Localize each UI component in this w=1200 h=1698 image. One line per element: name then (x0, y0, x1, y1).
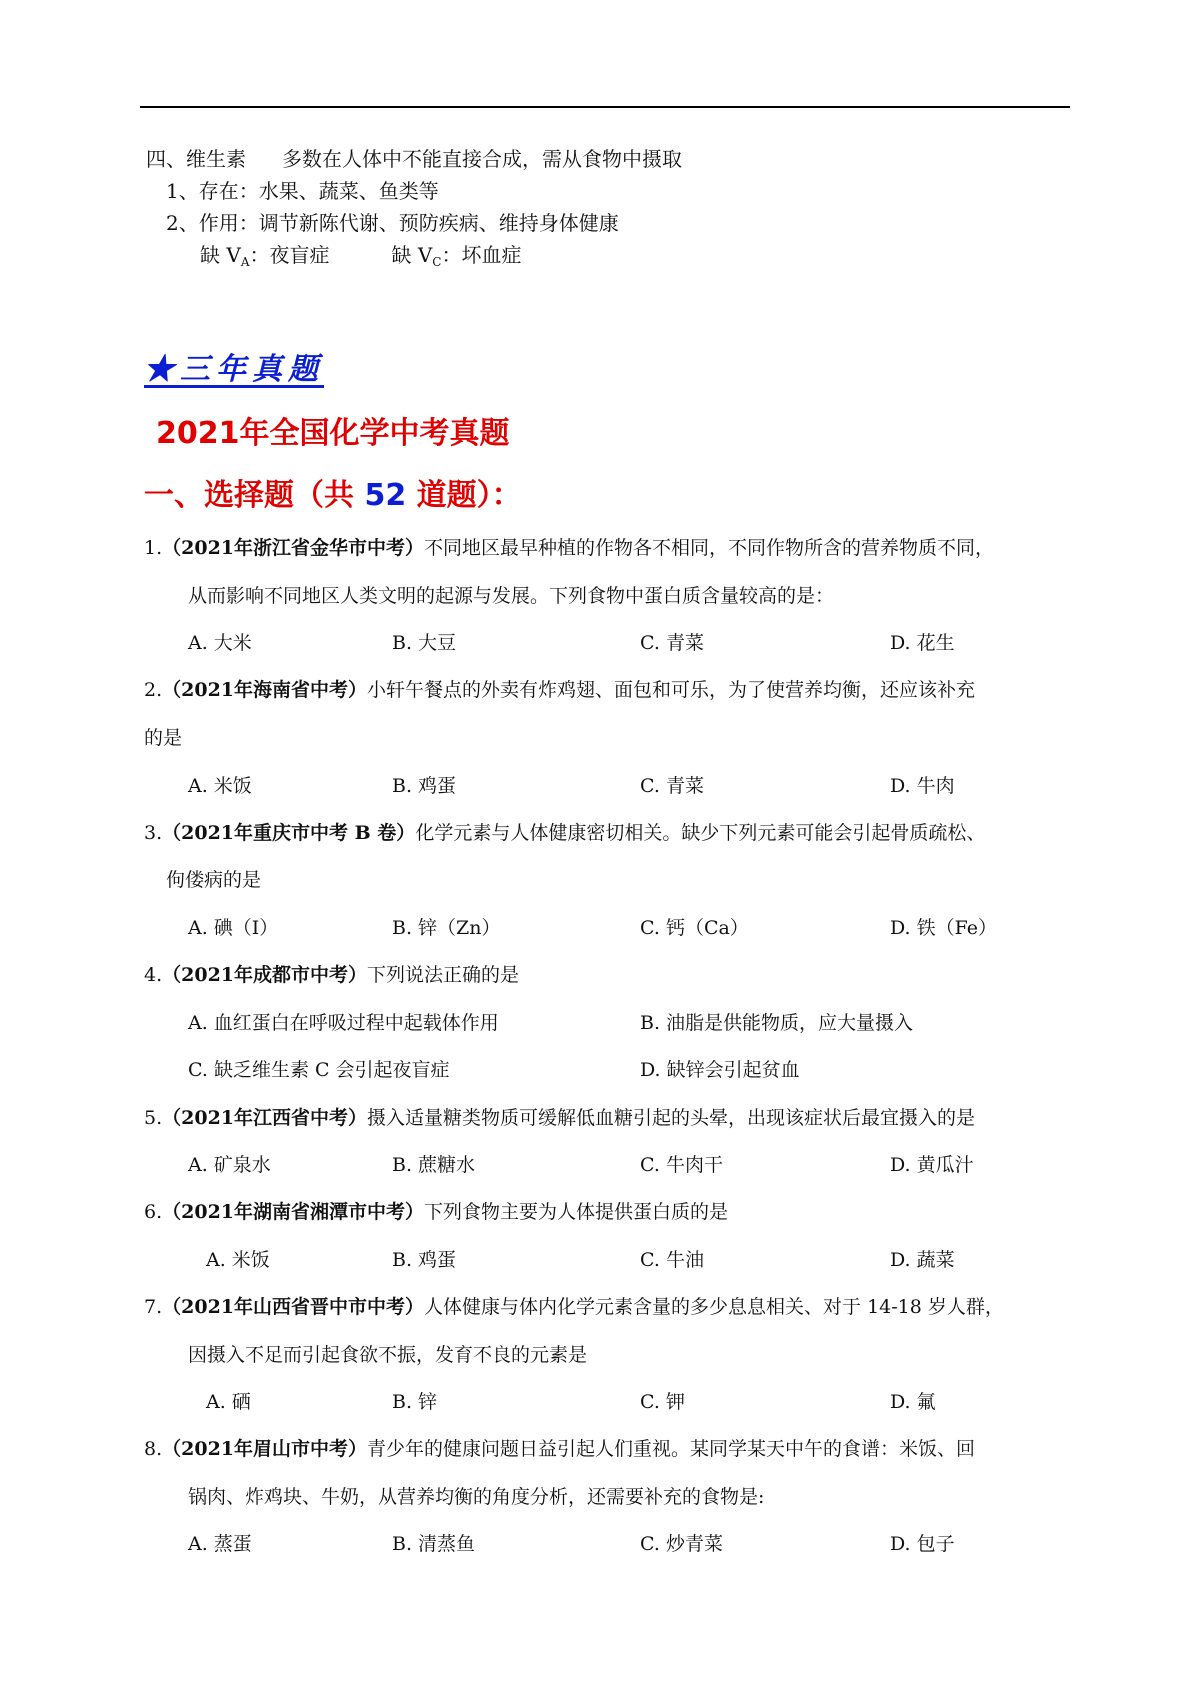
q5-option-b: B. 蔗糖水 (392, 1154, 476, 1176)
vitamin-line-2: 2、作用：调节新陈代谢、预防疾病、维持身体健康 (166, 211, 619, 235)
question-1 (144, 535, 1069, 561)
question-5 (144, 1105, 975, 1131)
question-number: 5. (144, 1107, 163, 1129)
vitamin-line-1: 1、存在：水果、蔬菜、鱼类等 (166, 179, 439, 203)
year-title: 2021年全国化学中考真题 (156, 416, 510, 451)
question-text: 人体健康与体内化学元素含量的多少息息相关、对于 14-18 岁人群， (424, 1296, 1004, 1318)
question-source: （2021年海南省中考） (162, 679, 368, 701)
question-text: 化学元素与人体健康密切相关。缺少下列元素可能会引起骨质疏松、 (415, 822, 986, 844)
q4-option-a: A. 血红蛋白在呼吸过程中起载体作用 (188, 1012, 499, 1034)
deficiency-c-result: ：坏血症 (441, 243, 522, 267)
question-number: 4. (144, 964, 163, 986)
deficiency-a-prefix: 缺 V (200, 243, 241, 267)
q7-option-d: D. 氟 (890, 1391, 936, 1413)
q1-option-a: A. 大米 (188, 632, 252, 654)
q4-option-c: C. 缺乏维生素 C 会引起夜盲症 (188, 1059, 450, 1081)
q5-option-d: D. 黄瓜汁 (890, 1154, 974, 1176)
question-7 (144, 1294, 1004, 1320)
question-source: （2021年江西省中考） (162, 1107, 368, 1129)
deficiency-c-sub: C (432, 255, 442, 269)
question-1-continued: 从而影响不同地区人类文明的起源与发展。下列食物中蛋白质含量较高的是： (188, 585, 835, 607)
q3-option-b: B. 锌（Zn） (392, 917, 501, 939)
q7-option-a: A. 硒 (206, 1391, 251, 1413)
q2-option-b: B. 鸡蛋 (392, 775, 457, 797)
question-text: 下列说法正确的是 (367, 964, 520, 986)
q1-option-c: C. 青菜 (640, 632, 704, 654)
question-4 (144, 962, 519, 988)
q1-option-d: D. 花生 (890, 632, 955, 654)
q8-option-d: D. 包子 (890, 1533, 955, 1555)
q6-option-d: D. 蔬菜 (890, 1249, 955, 1271)
deficiency-c-prefix: 缺 V (391, 243, 433, 267)
question-source: （2021年湖南省湘潭市中考） (162, 1201, 425, 1223)
question-8-continued: 锅肉、炸鸡块、牛奶，从营养均衡的角度分析，还需要补充的食物是: (188, 1486, 765, 1508)
vitamin-deficiency-line (200, 242, 521, 275)
q2-option-d: D. 牛肉 (890, 775, 955, 797)
q6-option-b: B. 鸡蛋 (392, 1249, 457, 1271)
section-question-count: 52 (364, 478, 407, 513)
q3-option-a: A. 碘（I） (188, 917, 279, 939)
question-source: （2021年重庆市中考 B 卷） (162, 822, 416, 844)
question-3 (144, 820, 985, 846)
question-source: （2021年浙江省金华市中考） (162, 537, 425, 559)
question-2 (144, 677, 975, 703)
q5-option-a: A. 矿泉水 (188, 1154, 271, 1176)
q3-option-c: C. 钙（Ca） (640, 917, 749, 939)
q7-option-b: B. 锌 (392, 1391, 438, 1413)
header-rule (140, 106, 1070, 108)
vitamin-heading-line (146, 146, 682, 172)
q3-option-d: D. 铁（Fe） (890, 917, 998, 939)
question-2-continued: 的是 (144, 727, 183, 749)
question-number: 2. (144, 679, 163, 701)
question-source: （2021年成都市中考） (162, 964, 368, 986)
q1-option-b: B. 大豆 (392, 632, 457, 654)
section-title-suffix: 道题）： (406, 478, 522, 513)
section-title-prefix: 一、选择题（共 (144, 478, 365, 513)
question-text: 摄入适量糖类物质可缓解低血糖引起的头晕，出现该症状后最宜摄入的是 (367, 1107, 976, 1129)
q8-option-a: A. 蒸蛋 (188, 1533, 252, 1555)
q2-option-a: A. 米饭 (188, 775, 252, 797)
question-text: 下列食物主要为人体提供蛋白质的是 (424, 1201, 729, 1223)
question-number: 8. (144, 1438, 163, 1460)
q4-option-b: B. 油脂是供能物质，应大量摄入 (640, 1012, 914, 1034)
question-number: 1. (144, 537, 163, 559)
question-text: 不同地区最早种植的作物各不相同，不同作物所含的营养物质不同， (424, 537, 995, 559)
deficiency-a-result: ：夜盲症 (249, 243, 330, 267)
question-source: （2021年眉山市中考） (162, 1438, 368, 1460)
question-8 (144, 1436, 975, 1462)
question-number: 7. (144, 1296, 163, 1318)
q8-option-b: B. 清蒸鱼 (392, 1533, 476, 1555)
question-6 (144, 1199, 728, 1225)
q7-option-c: C. 钾 (640, 1391, 685, 1413)
vitamin-heading-note: 多数在人体中不能直接合成，需从食物中摄取 (282, 147, 682, 171)
q6-option-a: A. 米饭 (206, 1249, 270, 1271)
q6-option-c: C. 牛油 (640, 1249, 704, 1271)
question-number: 6. (144, 1201, 163, 1223)
question-3-continued: 佝偻病的是 (166, 869, 262, 891)
deficiency-a-sub: A (240, 255, 250, 269)
q5-option-c: C. 牛肉干 (640, 1154, 723, 1176)
question-7-continued: 因摄入不足而引起食欲不振，发育不良的元素是 (188, 1344, 588, 1366)
question-text: 青少年的健康问题日益引起人们重视。某同学某天中午的食谱：米饭、回 (367, 1438, 976, 1460)
q8-option-c: C. 炒青菜 (640, 1533, 723, 1555)
question-number: 3. (144, 822, 163, 844)
question-source: （2021年山西省晋中市中考） (162, 1296, 425, 1318)
section-title (144, 470, 522, 514)
question-text: 小轩午餐点的外卖有炸鸡翅、面包和可乐，为了使营养均衡，还应该补充 (367, 679, 976, 701)
q2-option-c: C. 青菜 (640, 775, 704, 797)
q4-option-d: D. 缺锌会引起贫血 (640, 1059, 800, 1081)
banner-three-year-exams: ★三年真题 (144, 352, 324, 387)
vitamin-heading: 四、维生素 (146, 147, 246, 171)
